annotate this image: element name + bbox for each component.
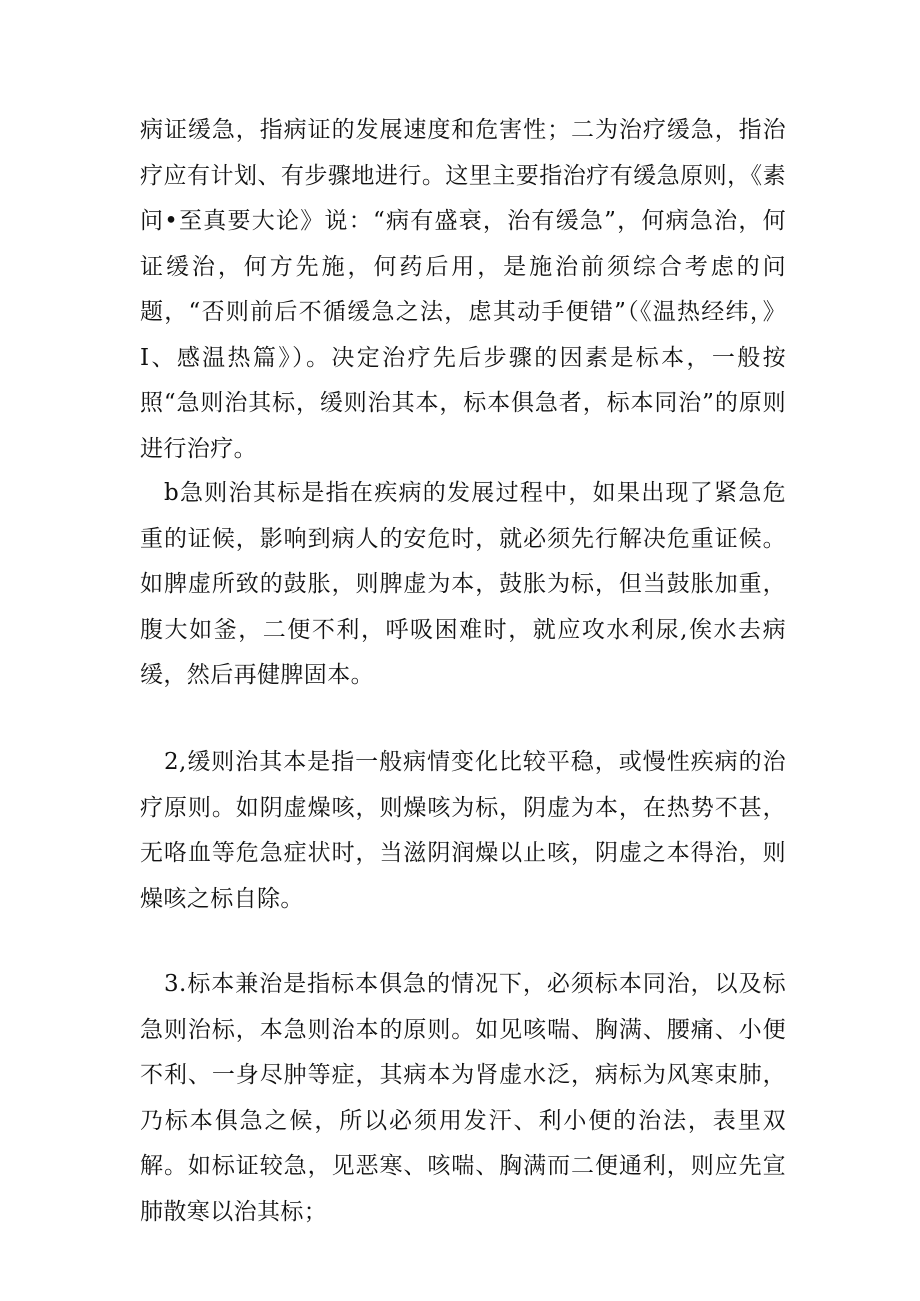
paragraph-treat-both: 3.标本兼治是指标本俱急的情况下，必须标本同治，以及标急则治标，本急则治本的原则。如见咳喘、胸满、腰痛、小便不利、一身尽肿等症，其病本为肾虚水泛，病标为风寒束肺，乃标本俱急之候，所以必须用发汗、利小便的治法，表里双解。如标证较急，见恶寒、咳喘、胸满而二便通利，则应先宣肺散寒以治其标； xyxy=(140,971,786,1225)
paragraph-slow-treat-root: 2,缓则治其本是指一般病情变化比较平稳，或慢性疾病的治疗原则。如阴虚燥咳，则燥咳为标，阴虚为本，在热势不甚，无咯血等危急症状时，当滋阴润燥以止咳，阴虚之本得治，则燥咳之标自除。 xyxy=(140,749,786,912)
paragraph-treatment-urgency: 病证缓急，指病证的发展速度和危害性；二为治疗缓急，指治疗应有计划、有步骤地进行。这里主要指治疗有缓急原则，《素问•至真要大论》说：“病有盛衰，治有缓急”，何病急治，何证缓治，何方先施，何药后用，是施治前须综合考虑的问题，“否则前后不循缓急之法，虑其动手便错”（《温热经纬，》I、感温热篇》）。决定治疗先后步骤的因素是标本，一般按照“急则治其标，缓则治其本，标本俱急者，标本同治”的原则进行治疗。 xyxy=(140,117,786,462)
paragraph-urgent-treat-symptom: b急则治其标是指在疾病的发展过程中，如果出现了紧急危重的证候，影响到病人的安危时，就必须先行解决危重证候。如脾虚所致的鼓胀，则脾虚为本，鼓胀为标，但当鼓胀加重，腹大如釜，二便不利，呼吸困难时，就应攻水利尿,俟水去病缓，然后再健脾固本。 xyxy=(140,480,786,688)
